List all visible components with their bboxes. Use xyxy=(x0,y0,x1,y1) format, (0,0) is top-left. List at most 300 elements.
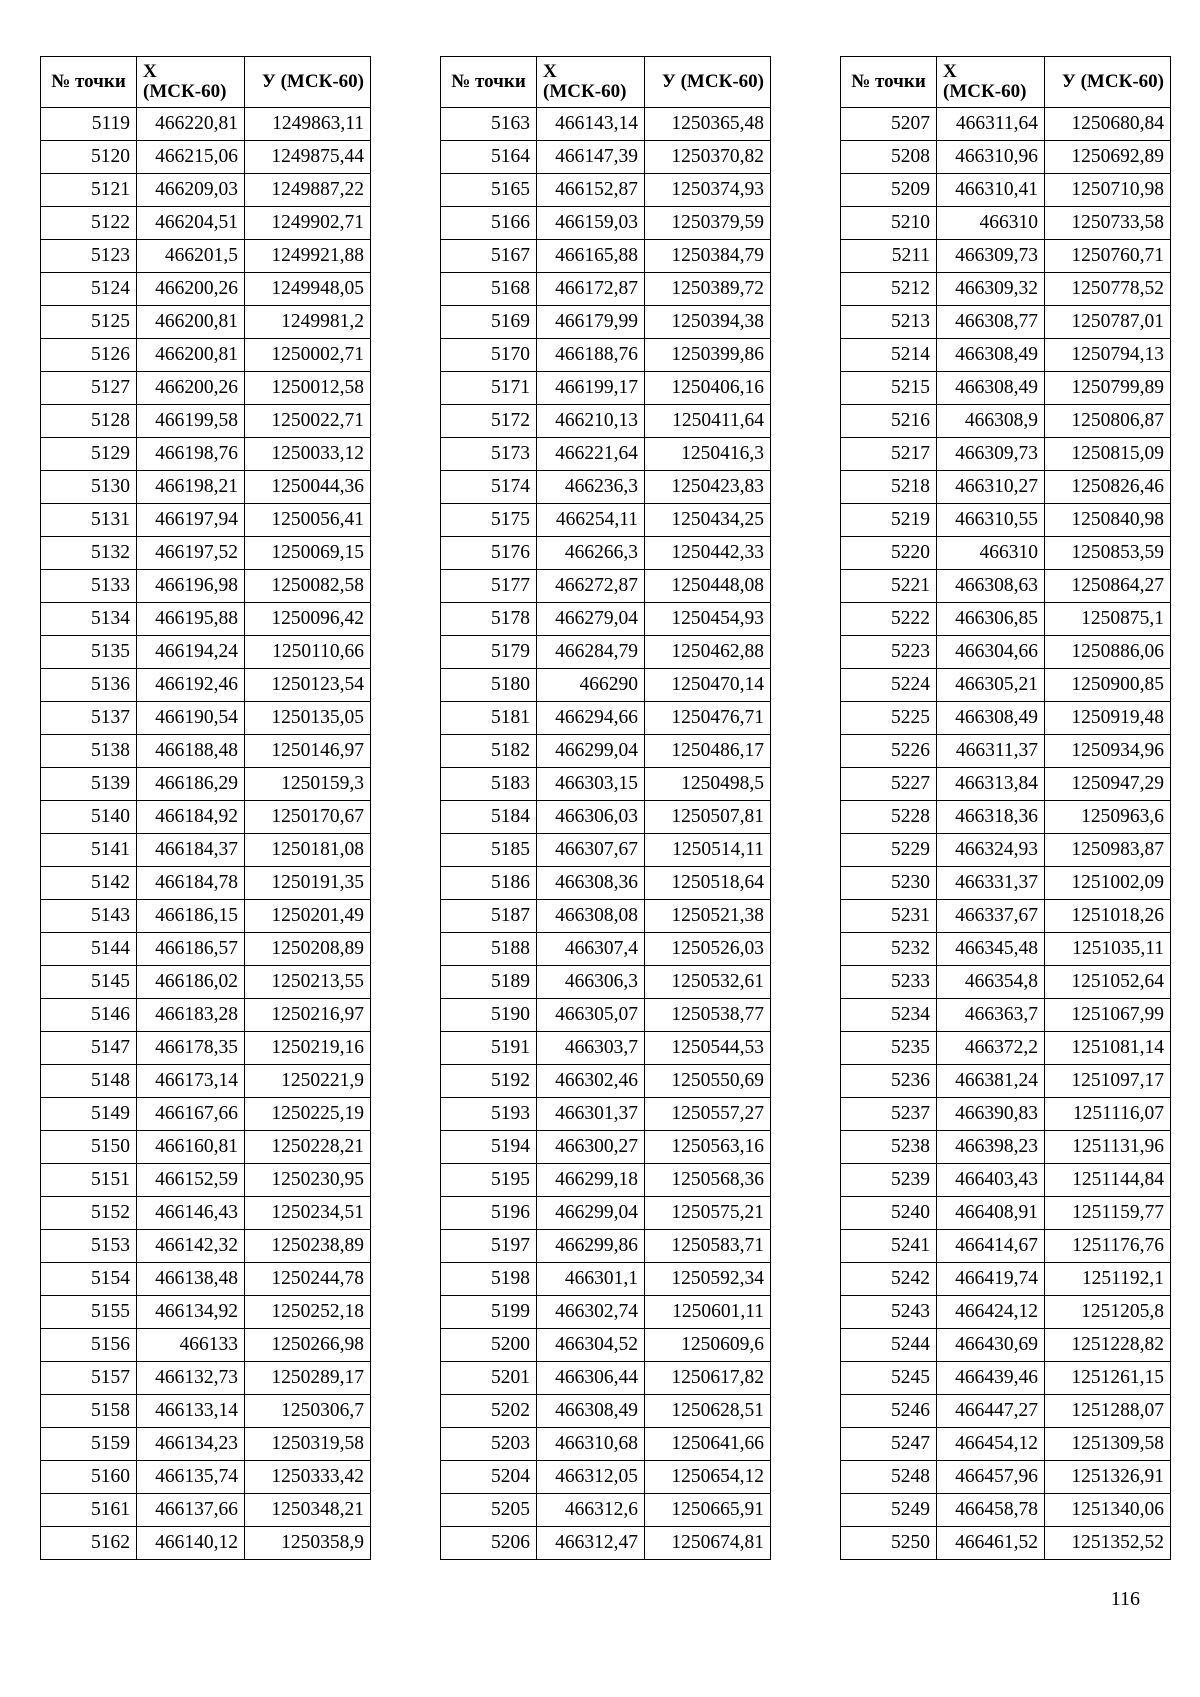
y-coordinate-cell: 1250583,71 xyxy=(645,1230,771,1263)
y-coordinate-cell: 1250374,93 xyxy=(645,174,771,207)
point-number-cell: 5139 xyxy=(41,768,137,801)
y-coordinate-cell: 1250238,89 xyxy=(245,1230,371,1263)
table-row xyxy=(41,471,371,504)
x-coordinate-cell: 466186,57 xyxy=(137,933,245,966)
x-coordinate-cell: 466306,03 xyxy=(537,801,645,834)
y-coordinate-cell: 1250056,41 xyxy=(245,504,371,537)
y-coordinate-cell: 1251159,77 xyxy=(1045,1197,1171,1230)
y-coordinate-cell: 1250864,27 xyxy=(1045,570,1171,603)
x-coordinate-cell: 466311,64 xyxy=(937,108,1045,141)
x-coordinate-cell: 466312,47 xyxy=(537,1527,645,1560)
point-number-cell: 5205 xyxy=(441,1494,537,1527)
x-coordinate-cell: 466200,81 xyxy=(137,306,245,339)
header-y-coordinate: У (МСК-60) xyxy=(645,57,771,108)
y-coordinate-cell: 1249902,71 xyxy=(245,207,371,240)
table-row xyxy=(841,702,1171,735)
y-coordinate-cell: 1250216,97 xyxy=(245,999,371,1032)
x-coordinate-cell: 466337,67 xyxy=(937,900,1045,933)
point-number-cell: 5231 xyxy=(841,900,937,933)
point-number-cell: 5224 xyxy=(841,669,937,702)
y-coordinate-cell: 1249981,2 xyxy=(245,306,371,339)
table-row xyxy=(841,108,1171,141)
point-number-cell: 5144 xyxy=(41,933,137,966)
y-coordinate-cell: 1250394,38 xyxy=(645,306,771,339)
point-number-cell: 5150 xyxy=(41,1131,137,1164)
table-row xyxy=(441,339,771,372)
table-row xyxy=(841,1131,1171,1164)
point-number-cell: 5152 xyxy=(41,1197,137,1230)
point-number-cell: 5137 xyxy=(41,702,137,735)
x-coordinate-cell: 466310,41 xyxy=(937,174,1045,207)
table-row xyxy=(841,372,1171,405)
table-row xyxy=(441,966,771,999)
y-coordinate-cell: 1250617,82 xyxy=(645,1362,771,1395)
point-number-cell: 5213 xyxy=(841,306,937,339)
table-row xyxy=(441,1428,771,1461)
x-coordinate-cell: 466135,74 xyxy=(137,1461,245,1494)
point-number-cell: 5230 xyxy=(841,867,937,900)
point-number-cell: 5177 xyxy=(441,570,537,603)
point-number-cell: 5203 xyxy=(441,1428,537,1461)
point-number-cell: 5199 xyxy=(441,1296,537,1329)
x-coordinate-cell: 466310,96 xyxy=(937,141,1045,174)
table-row xyxy=(841,966,1171,999)
table-row xyxy=(41,1263,371,1296)
x-coordinate-cell: 466159,03 xyxy=(537,207,645,240)
table-row xyxy=(441,405,771,438)
table-row xyxy=(441,570,771,603)
y-coordinate-cell: 1250476,71 xyxy=(645,702,771,735)
x-coordinate-cell: 466204,51 xyxy=(137,207,245,240)
x-coordinate-cell: 466305,07 xyxy=(537,999,645,1032)
point-number-cell: 5129 xyxy=(41,438,137,471)
x-coordinate-cell: 466408,91 xyxy=(937,1197,1045,1230)
table-row xyxy=(441,1296,771,1329)
point-number-cell: 5126 xyxy=(41,339,137,372)
point-number-cell: 5174 xyxy=(441,471,537,504)
point-number-cell: 5234 xyxy=(841,999,937,1032)
x-coordinate-cell: 466308,49 xyxy=(937,339,1045,372)
y-coordinate-cell: 1249921,88 xyxy=(245,240,371,273)
y-coordinate-cell: 1250826,46 xyxy=(1045,471,1171,504)
table-row xyxy=(841,1428,1171,1461)
y-coordinate-cell: 1251352,52 xyxy=(1045,1527,1171,1560)
table-row xyxy=(41,702,371,735)
y-coordinate-cell: 1250563,16 xyxy=(645,1131,771,1164)
table-row xyxy=(841,438,1171,471)
table-row xyxy=(841,1461,1171,1494)
table-row xyxy=(441,108,771,141)
point-number-cell: 5236 xyxy=(841,1065,937,1098)
x-coordinate-cell: 466309,32 xyxy=(937,273,1045,306)
x-coordinate-cell: 466198,21 xyxy=(137,471,245,504)
x-coordinate-cell: 466236,3 xyxy=(537,471,645,504)
x-coordinate-cell: 466192,46 xyxy=(137,669,245,702)
point-number-cell: 5211 xyxy=(841,240,937,273)
point-number-cell: 5202 xyxy=(441,1395,537,1428)
point-number-cell: 5122 xyxy=(41,207,137,240)
point-number-cell: 5159 xyxy=(41,1428,137,1461)
y-coordinate-cell: 1250319,58 xyxy=(245,1428,371,1461)
y-coordinate-cell: 1251288,07 xyxy=(1045,1395,1171,1428)
table-row xyxy=(841,636,1171,669)
table-row xyxy=(41,801,371,834)
point-number-cell: 5178 xyxy=(441,603,537,636)
point-number-cell: 5143 xyxy=(41,900,137,933)
point-number-cell: 5169 xyxy=(441,306,537,339)
point-number-cell: 5218 xyxy=(841,471,937,504)
y-coordinate-cell: 1250110,66 xyxy=(245,636,371,669)
x-coordinate-cell: 466363,7 xyxy=(937,999,1045,1032)
point-number-cell: 5128 xyxy=(41,405,137,438)
point-number-cell: 5214 xyxy=(841,339,937,372)
y-coordinate-cell: 1250557,27 xyxy=(645,1098,771,1131)
y-coordinate-cell: 1251340,06 xyxy=(1045,1494,1171,1527)
y-coordinate-cell: 1250358,9 xyxy=(245,1527,371,1560)
point-number-cell: 5196 xyxy=(441,1197,537,1230)
y-coordinate-cell: 1249875,44 xyxy=(245,141,371,174)
table-row xyxy=(41,834,371,867)
y-coordinate-cell: 1250225,19 xyxy=(245,1098,371,1131)
x-coordinate-cell: 466310,68 xyxy=(537,1428,645,1461)
y-coordinate-cell: 1250022,71 xyxy=(245,405,371,438)
y-coordinate-cell: 1250654,12 xyxy=(645,1461,771,1494)
y-coordinate-cell: 1250159,3 xyxy=(245,768,371,801)
x-coordinate-cell: 466381,24 xyxy=(937,1065,1045,1098)
table-row xyxy=(841,1329,1171,1362)
y-coordinate-cell: 1251205,8 xyxy=(1045,1296,1171,1329)
table-row xyxy=(841,273,1171,306)
table-row xyxy=(41,1197,371,1230)
y-coordinate-cell: 1250208,89 xyxy=(245,933,371,966)
table-row xyxy=(41,1362,371,1395)
x-coordinate-cell: 466311,37 xyxy=(937,735,1045,768)
x-coordinate-cell: 466439,46 xyxy=(937,1362,1045,1395)
table-row xyxy=(441,1131,771,1164)
x-coordinate-cell: 466308,49 xyxy=(937,372,1045,405)
y-coordinate-cell: 1251228,82 xyxy=(1045,1329,1171,1362)
y-coordinate-cell: 1250442,33 xyxy=(645,537,771,570)
x-coordinate-cell: 466301,37 xyxy=(537,1098,645,1131)
table-row xyxy=(441,1065,771,1098)
y-coordinate-cell: 1250498,5 xyxy=(645,768,771,801)
x-coordinate-cell: 466221,64 xyxy=(537,438,645,471)
x-coordinate-cell: 466331,37 xyxy=(937,867,1045,900)
x-coordinate-cell: 466179,99 xyxy=(537,306,645,339)
y-coordinate-cell: 1250601,11 xyxy=(645,1296,771,1329)
x-coordinate-cell: 466308,9 xyxy=(937,405,1045,438)
point-number-cell: 5229 xyxy=(841,834,937,867)
table-row xyxy=(41,1527,371,1560)
point-number-cell: 5176 xyxy=(441,537,537,570)
x-coordinate-cell: 466133,14 xyxy=(137,1395,245,1428)
y-coordinate-cell: 1250096,42 xyxy=(245,603,371,636)
x-coordinate-cell: 466152,59 xyxy=(137,1164,245,1197)
x-coordinate-cell: 466137,66 xyxy=(137,1494,245,1527)
x-coordinate-cell: 466299,86 xyxy=(537,1230,645,1263)
x-coordinate-cell: 466308,63 xyxy=(937,570,1045,603)
table-row xyxy=(841,537,1171,570)
point-number-cell: 5179 xyxy=(441,636,537,669)
y-coordinate-cell: 1250399,86 xyxy=(645,339,771,372)
table-row xyxy=(441,372,771,405)
table-row xyxy=(841,1362,1171,1395)
point-number-cell: 5201 xyxy=(441,1362,537,1395)
y-coordinate-cell: 1251052,64 xyxy=(1045,966,1171,999)
x-coordinate-cell: 466424,12 xyxy=(937,1296,1045,1329)
point-number-cell: 5148 xyxy=(41,1065,137,1098)
point-number-cell: 5209 xyxy=(841,174,937,207)
x-coordinate-cell: 466313,84 xyxy=(937,768,1045,801)
point-number-cell: 5240 xyxy=(841,1197,937,1230)
x-coordinate-cell: 466272,87 xyxy=(537,570,645,603)
table-row xyxy=(441,1164,771,1197)
table-row xyxy=(841,801,1171,834)
y-coordinate-cell: 1250213,55 xyxy=(245,966,371,999)
point-number-cell: 5192 xyxy=(441,1065,537,1098)
point-number-cell: 5223 xyxy=(841,636,937,669)
point-number-cell: 5132 xyxy=(41,537,137,570)
table-header-row xyxy=(41,57,371,108)
table-row xyxy=(841,768,1171,801)
header-point-number: № точки xyxy=(841,57,937,108)
point-number-cell: 5225 xyxy=(841,702,937,735)
y-coordinate-cell: 1249948,05 xyxy=(245,273,371,306)
table-row xyxy=(41,537,371,570)
y-coordinate-cell: 1250384,79 xyxy=(645,240,771,273)
x-coordinate-cell: 466200,26 xyxy=(137,273,245,306)
x-coordinate-cell: 466167,66 xyxy=(137,1098,245,1131)
point-number-cell: 5171 xyxy=(441,372,537,405)
y-coordinate-cell: 1250289,17 xyxy=(245,1362,371,1395)
point-number-cell: 5238 xyxy=(841,1131,937,1164)
point-number-cell: 5141 xyxy=(41,834,137,867)
table-row xyxy=(441,1461,771,1494)
y-coordinate-cell: 1249887,22 xyxy=(245,174,371,207)
x-coordinate-cell: 466307,4 xyxy=(537,933,645,966)
point-number-cell: 5123 xyxy=(41,240,137,273)
table-row xyxy=(441,504,771,537)
point-number-cell: 5151 xyxy=(41,1164,137,1197)
x-coordinate-cell: 466458,78 xyxy=(937,1494,1045,1527)
y-coordinate-cell: 1250963,6 xyxy=(1045,801,1171,834)
point-number-cell: 5185 xyxy=(441,834,537,867)
point-number-cell: 5226 xyxy=(841,735,937,768)
table-row xyxy=(441,174,771,207)
y-coordinate-cell: 1250044,36 xyxy=(245,471,371,504)
y-coordinate-cell: 1251081,14 xyxy=(1045,1032,1171,1065)
point-number-cell: 5215 xyxy=(841,372,937,405)
x-coordinate-cell: 466299,18 xyxy=(537,1164,645,1197)
y-coordinate-cell: 1250448,08 xyxy=(645,570,771,603)
point-number-cell: 5135 xyxy=(41,636,137,669)
y-coordinate-cell: 1250423,83 xyxy=(645,471,771,504)
x-coordinate-cell: 466138,48 xyxy=(137,1263,245,1296)
point-number-cell: 5136 xyxy=(41,669,137,702)
table-row xyxy=(441,1032,771,1065)
y-coordinate-cell: 1250692,89 xyxy=(1045,141,1171,174)
table-row xyxy=(441,1329,771,1362)
table-row xyxy=(41,867,371,900)
y-coordinate-cell: 1250507,81 xyxy=(645,801,771,834)
table-row xyxy=(41,900,371,933)
x-coordinate-cell: 466210,13 xyxy=(537,405,645,438)
table-row xyxy=(441,1263,771,1296)
y-coordinate-cell: 1250219,16 xyxy=(245,1032,371,1065)
table-row xyxy=(41,966,371,999)
point-number-cell: 5182 xyxy=(441,735,537,768)
table-row xyxy=(441,1494,771,1527)
table-row xyxy=(441,1098,771,1131)
table-row xyxy=(41,1296,371,1329)
x-coordinate-cell: 466308,08 xyxy=(537,900,645,933)
x-coordinate-cell: 466140,12 xyxy=(137,1527,245,1560)
table-row xyxy=(41,108,371,141)
x-coordinate-cell: 466299,04 xyxy=(537,1197,645,1230)
point-number-cell: 5186 xyxy=(441,867,537,900)
point-number-cell: 5183 xyxy=(441,768,537,801)
table-row xyxy=(41,570,371,603)
x-coordinate-cell: 466178,35 xyxy=(137,1032,245,1065)
point-number-cell: 5120 xyxy=(41,141,137,174)
y-coordinate-cell: 1250641,66 xyxy=(645,1428,771,1461)
header-x-coordinate: X (МСК-60) xyxy=(937,57,1045,108)
table-row xyxy=(441,834,771,867)
y-coordinate-cell: 1250806,87 xyxy=(1045,405,1171,438)
x-coordinate-cell: 466188,76 xyxy=(537,339,645,372)
y-coordinate-cell: 1250514,11 xyxy=(645,834,771,867)
y-coordinate-cell: 1250592,34 xyxy=(645,1263,771,1296)
y-coordinate-cell: 1250526,03 xyxy=(645,933,771,966)
table-row xyxy=(441,1362,771,1395)
x-coordinate-cell: 466310,55 xyxy=(937,504,1045,537)
x-coordinate-cell: 466354,8 xyxy=(937,966,1045,999)
table-row xyxy=(41,636,371,669)
x-coordinate-cell: 466304,52 xyxy=(537,1329,645,1362)
y-coordinate-cell: 1250853,59 xyxy=(1045,537,1171,570)
y-coordinate-cell: 1250710,98 xyxy=(1045,174,1171,207)
table-row xyxy=(841,603,1171,636)
y-coordinate-cell: 1250379,59 xyxy=(645,207,771,240)
y-coordinate-cell: 1251176,76 xyxy=(1045,1230,1171,1263)
y-coordinate-cell: 1251131,96 xyxy=(1045,1131,1171,1164)
point-number-cell: 5241 xyxy=(841,1230,937,1263)
point-number-cell: 5149 xyxy=(41,1098,137,1131)
table-row xyxy=(841,405,1171,438)
table-row xyxy=(41,768,371,801)
x-coordinate-cell: 466200,26 xyxy=(137,372,245,405)
x-coordinate-cell: 466160,81 xyxy=(137,1131,245,1164)
y-coordinate-cell: 1250411,64 xyxy=(645,405,771,438)
x-coordinate-cell: 466186,02 xyxy=(137,966,245,999)
x-coordinate-cell: 466324,93 xyxy=(937,834,1045,867)
point-number-cell: 5239 xyxy=(841,1164,937,1197)
y-coordinate-cell: 1250181,08 xyxy=(245,834,371,867)
y-coordinate-cell: 1251192,1 xyxy=(1045,1263,1171,1296)
y-coordinate-cell: 1250787,01 xyxy=(1045,306,1171,339)
y-coordinate-cell: 1250191,35 xyxy=(245,867,371,900)
x-coordinate-cell: 466186,29 xyxy=(137,768,245,801)
y-coordinate-cell: 1250234,51 xyxy=(245,1197,371,1230)
point-number-cell: 5244 xyxy=(841,1329,937,1362)
point-number-cell: 5173 xyxy=(441,438,537,471)
x-coordinate-cell: 466419,74 xyxy=(937,1263,1045,1296)
point-number-cell: 5147 xyxy=(41,1032,137,1065)
table-row xyxy=(841,933,1171,966)
x-coordinate-cell: 466279,04 xyxy=(537,603,645,636)
y-coordinate-cell: 1251097,17 xyxy=(1045,1065,1171,1098)
y-coordinate-cell: 1250794,13 xyxy=(1045,339,1171,372)
y-coordinate-cell: 1250550,69 xyxy=(645,1065,771,1098)
x-coordinate-cell: 466215,06 xyxy=(137,141,245,174)
x-coordinate-cell: 466398,23 xyxy=(937,1131,1045,1164)
header-y-coordinate: У (МСК-60) xyxy=(245,57,371,108)
table-row xyxy=(841,570,1171,603)
x-coordinate-cell: 466173,14 xyxy=(137,1065,245,1098)
header-x-coordinate: X (МСК-60) xyxy=(137,57,245,108)
point-number-cell: 5187 xyxy=(441,900,537,933)
y-coordinate-cell: 1250221,9 xyxy=(245,1065,371,1098)
table-row xyxy=(841,174,1171,207)
table-row xyxy=(41,1494,371,1527)
point-number-cell: 5250 xyxy=(841,1527,937,1560)
y-coordinate-cell: 1250082,58 xyxy=(245,570,371,603)
point-number-cell: 5193 xyxy=(441,1098,537,1131)
y-coordinate-cell: 1250674,81 xyxy=(645,1527,771,1560)
x-coordinate-cell: 466430,69 xyxy=(937,1329,1045,1362)
x-coordinate-cell: 466186,15 xyxy=(137,900,245,933)
table-row xyxy=(841,504,1171,537)
y-coordinate-cell: 1250306,7 xyxy=(245,1395,371,1428)
table-row xyxy=(41,1230,371,1263)
point-number-cell: 5166 xyxy=(441,207,537,240)
x-coordinate-cell: 466345,48 xyxy=(937,933,1045,966)
table-row xyxy=(41,1461,371,1494)
point-number-cell: 5212 xyxy=(841,273,937,306)
x-coordinate-cell: 466201,5 xyxy=(137,240,245,273)
y-coordinate-cell: 1250538,77 xyxy=(645,999,771,1032)
point-number-cell: 5220 xyxy=(841,537,937,570)
point-number-cell: 5140 xyxy=(41,801,137,834)
x-coordinate-cell: 466184,78 xyxy=(137,867,245,900)
point-number-cell: 5190 xyxy=(441,999,537,1032)
table-row xyxy=(441,735,771,768)
x-coordinate-cell: 466372,2 xyxy=(937,1032,1045,1065)
y-coordinate-cell: 1250900,85 xyxy=(1045,669,1171,702)
point-number-cell: 5235 xyxy=(841,1032,937,1065)
point-number-cell: 5237 xyxy=(841,1098,937,1131)
y-coordinate-cell: 1250365,48 xyxy=(645,108,771,141)
point-number-cell: 5170 xyxy=(441,339,537,372)
point-number-cell: 5188 xyxy=(441,933,537,966)
x-coordinate-cell: 466188,48 xyxy=(137,735,245,768)
point-number-cell: 5184 xyxy=(441,801,537,834)
x-coordinate-cell: 466220,81 xyxy=(137,108,245,141)
table-row xyxy=(441,537,771,570)
x-coordinate-cell: 466308,36 xyxy=(537,867,645,900)
point-number-cell: 5145 xyxy=(41,966,137,999)
y-coordinate-cell: 1251116,07 xyxy=(1045,1098,1171,1131)
point-number-cell: 5146 xyxy=(41,999,137,1032)
x-coordinate-cell: 466198,76 xyxy=(137,438,245,471)
x-coordinate-cell: 466199,58 xyxy=(137,405,245,438)
point-number-cell: 5133 xyxy=(41,570,137,603)
table-row xyxy=(841,1230,1171,1263)
y-coordinate-cell: 1250609,6 xyxy=(645,1329,771,1362)
table-row xyxy=(441,768,771,801)
x-coordinate-cell: 466414,67 xyxy=(937,1230,1045,1263)
table-row xyxy=(841,900,1171,933)
